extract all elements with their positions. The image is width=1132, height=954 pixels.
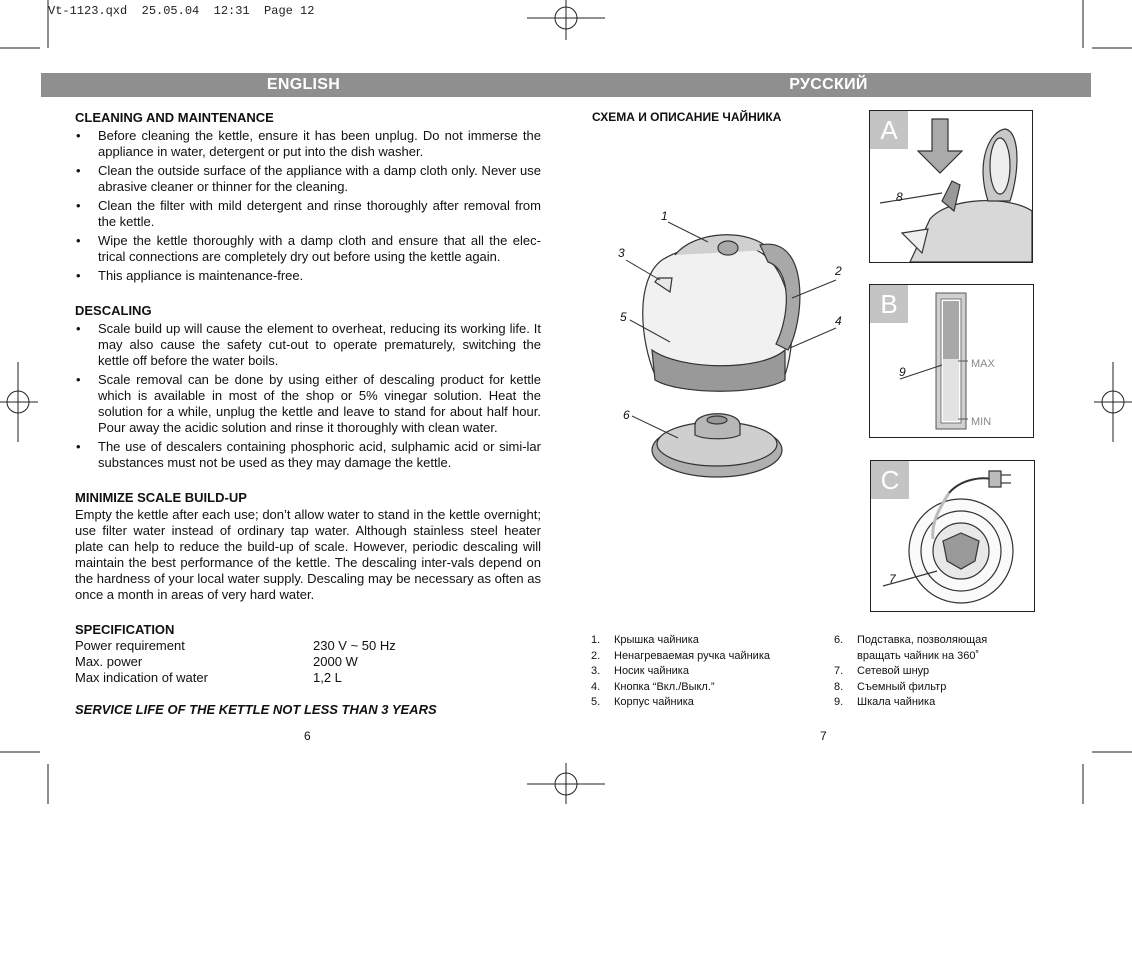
list-item: • This appliance is maintenance-free.: [75, 268, 541, 284]
legend-text: Крышка чайника: [614, 634, 699, 646]
callout-5: 5: [620, 310, 627, 324]
legend-text: Кнопка “Вкл./Выкл.”: [614, 680, 715, 693]
panel-a: [869, 110, 1033, 263]
list-item: [591, 664, 821, 680]
service-life: SERVICE LIFE OF THE KETTLE NOT LESS THAN 3 YEARS: [75, 702, 437, 717]
list-item: [591, 633, 821, 649]
minimize-title: MINIMIZE SCALE BUILD-UP: [75, 490, 247, 505]
russian-title: СХЕМА И ОПИСАНИЕ ЧАЙНИКА: [592, 110, 782, 124]
cleaning-list: [75, 128, 541, 284]
legend-text: Ненагреваемая ручка чайника: [614, 649, 770, 662]
spec-row: [75, 670, 541, 686]
spec-row: [75, 654, 541, 670]
spec-value: 1,2 L: [313, 670, 342, 685]
minimize-text: Empty the kettle after each use; don’t allow water to stand in the kettle overnight; use filter water instead of ordinary tap water. Although stainless steel heater plate can help to reduce the build-up of scale. However, periodic descaling will maintain the best performance of the kettle. The descaling inter-vals depend on the hardness of your local water supply. Descaling may be necessary as often as once a month in areas of very hard water.: [75, 507, 541, 602]
list-item: [591, 649, 821, 665]
list-item: • Clean the filter with mild detergent and rinse thoroughly after removal from the kettle.: [75, 198, 541, 230]
panel-b: [869, 284, 1034, 438]
page-number-right: 7: [820, 729, 827, 743]
legend-number: 2.: [591, 649, 601, 662]
legend-number: 3.: [591, 665, 601, 678]
list-item: [834, 695, 1064, 711]
spec-value: 230 V ~ 50 Hz: [313, 638, 396, 653]
legend-text: Съемный фильтр: [857, 680, 947, 693]
page-number-left: 6: [304, 729, 311, 743]
spec-row: [75, 638, 541, 654]
list-item: • Clean the outside surface of the appliance with a damp cloth only. Never use abrasive cleaner or thinner for the cleaning.: [75, 163, 541, 195]
list-item: [834, 680, 1064, 696]
filter-illustration: [870, 111, 1032, 262]
legend-number: 4.: [591, 680, 601, 693]
english-column: [75, 110, 541, 717]
base-cord-illustration: [871, 461, 1034, 611]
spec-label: Max. power: [75, 654, 143, 669]
legend-number: 8.: [834, 680, 844, 693]
descaling-list: [75, 321, 541, 471]
callout-8: 8: [896, 190, 903, 204]
legend-text: Сетевой шнур: [857, 665, 930, 678]
callout-2: 2: [835, 264, 842, 278]
callout-3: 3: [618, 246, 625, 260]
header-english: ENGLISH: [41, 73, 566, 97]
spec-label: Max indication of water: [75, 670, 208, 685]
legend-number: 9.: [834, 696, 844, 709]
legend-number: 6.: [834, 634, 844, 646]
callout-4: 4: [835, 314, 842, 328]
list-item: • Scale removal can be done by using either of descaling product for kettle which is available in most of the shop or 5% vinegar solution. Heat the solution for a while, unplug the kettle and leave to stand for about half hour. Pour away the acidic solution and rinse it thoroughly with clean water.: [75, 372, 541, 436]
list-item: • Wipe the kettle thoroughly with a damp cloth and ensure that all the elec-trical connections are completely dry out before using the kettle again.: [75, 233, 541, 265]
descaling-title: DESCALING: [75, 303, 152, 318]
legend-left: [591, 633, 821, 711]
legend-text: вращать чайник на 360˚: [857, 649, 980, 662]
header-russian: РУССКИЙ: [566, 73, 1091, 97]
legend-number: 7.: [834, 665, 844, 678]
legend-text: Шкала чайника: [857, 696, 936, 709]
spec-title: SPECIFICATION: [75, 622, 175, 637]
spec-label: Power requirement: [75, 638, 185, 653]
list-item: [834, 633, 1064, 649]
water-gauge: [870, 285, 1033, 437]
list-item: [591, 680, 821, 696]
list-item: [834, 664, 1064, 680]
kettle-diagram: [600, 200, 850, 490]
legend-text: Корпус чайника: [614, 696, 694, 709]
legend-number: 5.: [591, 696, 601, 709]
gauge-min-label: MIN: [971, 416, 992, 428]
panel-a-label: A: [870, 111, 908, 149]
legend-right: [834, 633, 1064, 711]
panel-c-label: C: [871, 461, 909, 499]
legend-text: Носик чайника: [614, 665, 689, 678]
list-item: • The use of descalers containing phosphoric acid, sulphamic acid or simi-lar substances must not be used as they may damage the kettle.: [75, 439, 541, 471]
legend-text: Подставка, позволяющая: [857, 634, 988, 646]
panel-b-label: B: [870, 285, 908, 323]
spec-value: 2000 W: [313, 654, 358, 669]
cleaning-title: CLEANING AND MAINTENANCE: [75, 110, 274, 125]
callout-6: 6: [623, 408, 630, 422]
panel-c: [870, 460, 1035, 612]
list-item: [834, 649, 1064, 665]
file-slug: Vt-1123.qxd 25.05.04 12:31 Page 12: [48, 4, 315, 18]
legend-number: 1.: [591, 634, 601, 646]
list-item: • Before cleaning the kettle, ensure it has been unplug. Do not immerse the appliance in water, detergent or put into the dish washer.: [75, 128, 541, 160]
callout-9: 9: [899, 365, 906, 379]
callout-7: 7: [889, 572, 896, 586]
callout-1: 1: [661, 209, 668, 223]
list-item: [591, 695, 821, 711]
list-item: • Scale build up will cause the element to overheat, reducing its working life. It may also cause the safety cut-out to operate prematurely, switching the kettle off before the water boils.: [75, 321, 541, 369]
gauge-max-label: MAX: [971, 358, 995, 370]
